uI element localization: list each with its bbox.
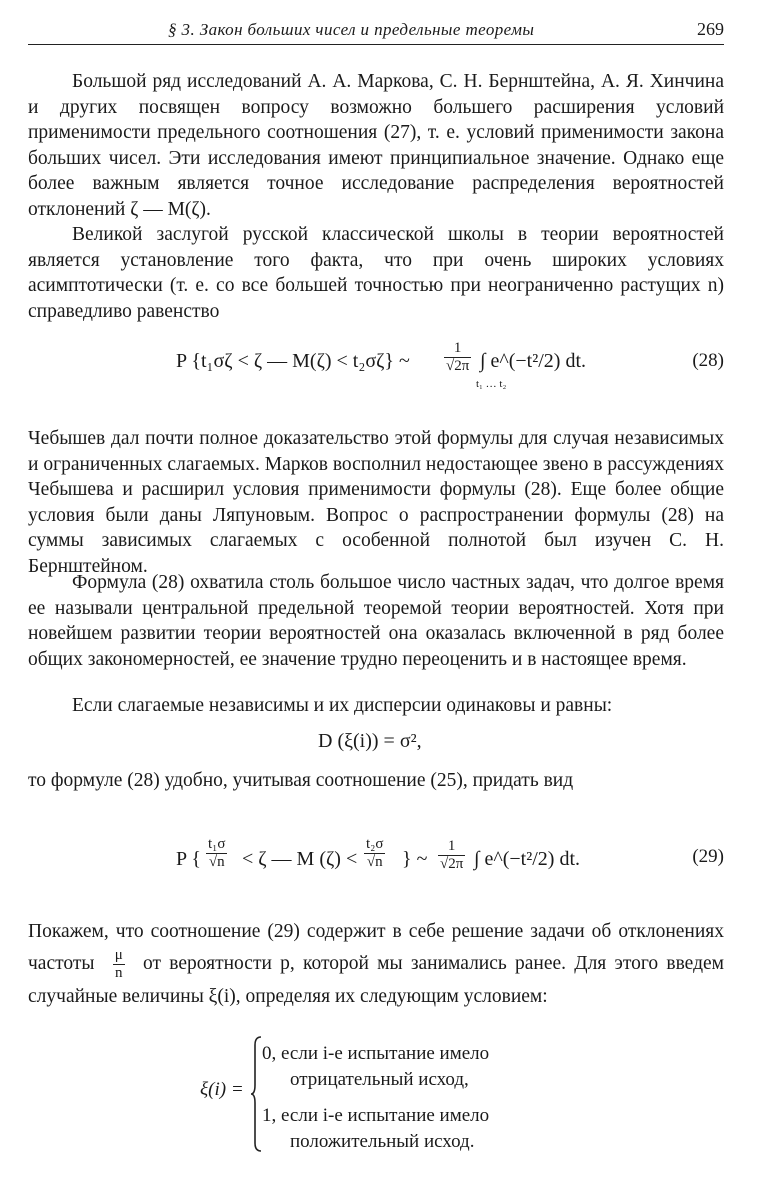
formula-29-fraction-2 (364, 836, 385, 871)
formula-29-fraction-3 (438, 838, 465, 873)
case-one-line-2: положительный исход. (290, 1131, 475, 1152)
left-brace-icon (250, 1035, 262, 1153)
paragraph-7-part-a: Покажем, что соотношение (29) содержит в себе решение задачи об отклонениях частоты (28, 921, 724, 974)
formula-28-fraction (444, 340, 471, 375)
paragraph-7-part-b: от вероятности p, которой мы занимались ранее. Для этого введем случайные величины ξ(i), определяя их следующим условием: (28, 952, 724, 1007)
case-zero-line-2: отрицательный исход, (290, 1069, 469, 1090)
running-header (28, 14, 724, 45)
formula-29-mid: < ζ — M (ζ) < (242, 848, 358, 870)
frequency-den: n (115, 965, 123, 981)
formula-29-right: } ~ (402, 848, 428, 870)
formula-29-frac3-num: 1 (438, 838, 465, 856)
formula-29 (176, 830, 596, 900)
paragraph-7 (28, 917, 724, 1012)
paragraph-3: Чебышев дал почти полное доказательство этой формулы для случая независимых и ограниченных слагаемых. Марков восполнил недостающее звено в рассуждениях Чебышева и расширил условия применимости формулы (28). Еще более общие условия были даны Ляпуновым. Вопрос о распространении формулы (28) на суммы зависимых слагаемых с особенной полнотой был изучен С. Н. Бернштейном. (28, 428, 724, 577)
formula-28-frac-den: √2π (446, 358, 470, 374)
formula-29-frac2-den: √n (366, 854, 383, 870)
case-one (262, 1103, 489, 1155)
cases-lhs: ξ(i) = (200, 1079, 244, 1100)
paragraph-2: Великой заслугой русской классической школы в теории вероятностей является установление того факта, что при очень широких условиях асимптотически (т. е. со все большей точностью при неограниченно растущих n) справедливо равенство (28, 224, 724, 322)
case-one-line-1: 1, если i-е испытание имело (262, 1105, 490, 1126)
frequency-fraction (113, 947, 125, 982)
paragraph-6: то формуле (28) удобно, учитывая соотношение (25), придать вид (28, 770, 574, 791)
formula-29-frac1-num: t₁σ (208, 836, 226, 852)
formula-28-left: P {t₁σζ < ζ — M(ζ) < t₂σζ} ~ (176, 350, 410, 372)
formula-29-integral: ∫ e^(−t²/2) dt. (474, 848, 581, 870)
formula-28-frac-num: 1 (444, 340, 471, 358)
case-zero (262, 1041, 489, 1093)
case-zero-line-1: 0, если i-е испытание имело (262, 1043, 490, 1064)
header-title: § 3. Закон больших чисел и предельные теоремы (168, 20, 535, 39)
formula-29-left: P { (176, 848, 201, 870)
formula-29-frac3-den: √2π (440, 856, 464, 872)
paragraph-1: Большой ряд исследований А. А. Маркова, С. Н. Бернштейна, А. Я. Хинчина и других посвящен вопросу возможно большего расширения условий применимости предельного соотношения (27), т. е. условий применимости закона больших чисел. Эти исследования имеют принципиальное значение. Однако еще более важным является точное исследование распределения вероятностей отклонений ζ — M(ζ). (28, 71, 724, 220)
indicator-definition (196, 1035, 556, 1155)
formula-29-fraction-1 (206, 836, 227, 871)
formula-28 (176, 336, 596, 396)
formula-28-integral: ∫ e^(−t²/2) dt. (480, 350, 587, 372)
paragraph-5: Если слагаемые независимы и их дисперсии одинаковы и равны: (72, 695, 613, 716)
paragraph-4: Формула (28) охватила столь большое число частных задач, что долгое время ее называли центральной предельной теоремой теории вероятностей. Хотя при новейшем развитии теории вероятностей она оказалась включенной в ряд более общих закономерностей, ее значение трудно переоценить и в настоящее время. (28, 572, 724, 670)
equation-number-28: (28) (692, 350, 724, 371)
page-number: 269 (697, 19, 724, 39)
equation-number-29: (29) (692, 846, 724, 867)
formula-29-frac1-den: √n (208, 854, 225, 870)
frequency-num: μ (114, 947, 123, 963)
formula-dispersion: D (ξ(i)) = σ², (318, 730, 422, 752)
formula-28-limits: t₁ … t₂ (476, 378, 507, 390)
formula-29-frac2-num: t₂σ (366, 836, 384, 852)
